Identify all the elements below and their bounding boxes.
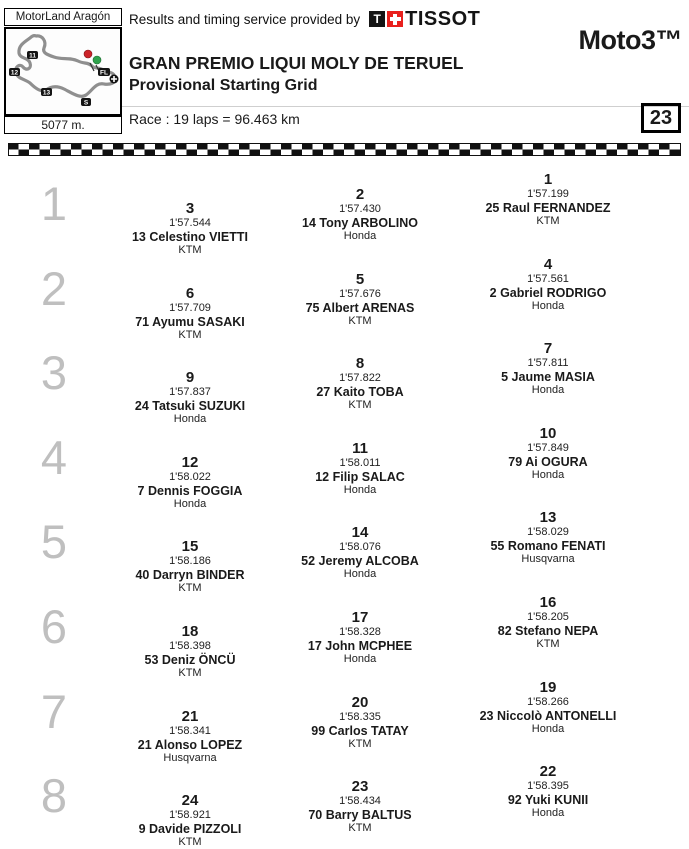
- bike-brand: Honda: [531, 723, 565, 735]
- grid-row: [0, 752, 689, 848]
- qualifying-time: 1'57.199: [527, 188, 569, 200]
- bike-brand: Husqvarna: [521, 553, 575, 565]
- tissot-wordmark: TISSOT: [405, 7, 481, 30]
- qualifying-time: 1'58.921: [169, 809, 211, 821]
- circuit-name: MotorLand Aragón: [15, 11, 111, 23]
- circuit-name-box: [4, 8, 122, 26]
- grid-row-number: 8: [40, 769, 68, 822]
- bike-brand: Honda: [173, 413, 207, 425]
- marker-start-label: S: [83, 99, 89, 107]
- bike-brand: KTM: [348, 399, 372, 411]
- bike-brand: Honda: [531, 469, 565, 481]
- position-number: 11: [352, 440, 368, 457]
- marker-13-label: 13: [42, 89, 51, 97]
- position-number: 17: [351, 609, 369, 626]
- red-light-icon: [84, 50, 92, 58]
- track-outline: [16, 36, 116, 97]
- grid-row: [0, 668, 689, 764]
- qualifying-time: 1'58.011: [339, 457, 381, 469]
- bike-brand: Husqvarna: [163, 752, 217, 764]
- grid-row-number: 1: [40, 177, 68, 230]
- position-number: 22: [539, 763, 557, 780]
- position-number: 3: [185, 200, 195, 217]
- position-number: 9: [185, 369, 195, 386]
- event-title: GRAN PREMIO LIQUI MOLY DE TERUEL: [129, 53, 464, 73]
- rider-name: 79 Ai OGURA: [508, 455, 588, 469]
- rider-name: 7 Dennis FOGGIA: [137, 484, 243, 498]
- position-number: 16: [539, 594, 557, 611]
- bike-brand: Honda: [343, 653, 377, 665]
- bike-brand: Honda: [531, 807, 565, 819]
- qualifying-time: 1'58.266: [527, 696, 569, 708]
- qualifying-time: 1'57.849: [527, 442, 569, 454]
- bike-brand: Honda: [531, 300, 565, 312]
- grid-row-number: 6: [40, 600, 68, 653]
- qualifying-time: 1'58.205: [527, 611, 569, 623]
- rider-name: 71 Ayumu SASAKI: [135, 315, 245, 329]
- provided-by-row: [129, 9, 480, 29]
- rider-name: 40 Darryn BINDER: [135, 568, 245, 582]
- rider-name: 82 Stefano NEPA: [497, 624, 599, 638]
- page-number-box: [641, 103, 681, 133]
- rider-name: 52 Jeremy ALCOBA: [301, 554, 419, 568]
- swiss-cross-icon: [387, 11, 403, 27]
- rider-name: 53 Deniz ÖNCÜ: [144, 653, 236, 667]
- position-number: 12: [181, 454, 199, 471]
- grid-row: [0, 329, 689, 425]
- bike-brand: Honda: [173, 498, 207, 510]
- rider-name: 17 John MCPHEE: [307, 639, 413, 653]
- rider-name: 25 Raul FERNANDEZ: [485, 201, 611, 215]
- track-length: 5077 m.: [41, 118, 85, 132]
- qualifying-time: 1'57.837: [169, 386, 211, 398]
- grid-row-number: 3: [40, 346, 68, 399]
- qualifying-time: 1'57.822: [339, 372, 381, 384]
- qualifying-time: 1'58.434: [339, 795, 381, 807]
- tissot-logo: [369, 8, 480, 31]
- grid-row-number: 7: [40, 685, 68, 738]
- bike-brand: KTM: [178, 244, 202, 256]
- track-length-box: [4, 116, 122, 134]
- position-number: 23: [351, 778, 369, 795]
- rider-name: 23 Niccolò ANTONELLI: [479, 709, 617, 723]
- bike-brand: Honda: [343, 568, 377, 580]
- qualifying-time: 1'57.430: [339, 203, 381, 215]
- grid-row-number: 5: [40, 515, 68, 568]
- position-number: 4: [543, 256, 553, 273]
- green-light-icon: [93, 56, 101, 64]
- checkered-flag-strip: [8, 143, 681, 156]
- position-number: 10: [539, 425, 557, 442]
- qualifying-time: 1'58.022: [169, 471, 211, 483]
- bike-brand: KTM: [178, 667, 202, 679]
- qualifying-time: 1'58.398: [169, 640, 211, 652]
- grid-row: [0, 160, 689, 256]
- track-map-icon: [6, 29, 120, 114]
- rider-name: 99 Carlos TATAY: [311, 724, 409, 738]
- plus-badge-icon: [110, 75, 119, 84]
- rider-name: 13 Celestino VIETTI: [131, 230, 248, 244]
- position-number: 24: [181, 792, 199, 809]
- qualifying-time: 1'58.186: [169, 555, 211, 567]
- qualifying-time: 1'58.076: [339, 541, 381, 553]
- grid-row-number: 4: [40, 431, 68, 484]
- position-number: 15: [181, 538, 199, 555]
- rider-name: 21 Alonso LOPEZ: [137, 738, 243, 752]
- qualifying-time: 1'58.335: [339, 711, 381, 723]
- position-number: 14: [351, 524, 369, 541]
- bike-brand: KTM: [348, 315, 372, 327]
- class-title: Moto3™: [578, 25, 682, 55]
- position-number: 20: [351, 694, 369, 711]
- starting-grid: [0, 160, 689, 848]
- qualifying-time: 1'57.561: [527, 273, 569, 285]
- qualifying-time: 1'57.709: [169, 302, 211, 314]
- rider-name: 14 Tony ARBOLINO: [302, 216, 418, 230]
- rider-name: 12 Filip SALAC: [315, 470, 405, 484]
- qualifying-time: 1'57.676: [339, 288, 381, 300]
- bike-brand: KTM: [348, 738, 372, 750]
- marker-12-label: 12: [10, 69, 19, 77]
- qualifying-time: 1'58.328: [339, 626, 381, 638]
- position-number: 13: [539, 509, 557, 526]
- position-number: 1: [543, 171, 553, 188]
- grid-row-number: 2: [40, 262, 68, 315]
- rider-name: 24 Tatsuki SUZUKI: [134, 399, 246, 413]
- track-map-box: [4, 27, 122, 116]
- bike-brand: Honda: [343, 230, 377, 242]
- bike-brand: Honda: [531, 384, 565, 396]
- position-number: 21: [181, 708, 199, 725]
- header-divider: [122, 106, 689, 107]
- rider-name: 9 Davide PIZZOLI: [138, 822, 242, 836]
- bike-brand: Honda: [343, 484, 377, 496]
- position-number: 7: [543, 340, 553, 357]
- bike-brand: KTM: [536, 215, 560, 227]
- grid-row: [0, 498, 689, 594]
- page-number: 23: [649, 107, 673, 129]
- rider-name: 75 Albert ARENAS: [305, 301, 415, 315]
- position-number: 8: [355, 355, 365, 372]
- grid-row: [0, 583, 689, 679]
- tissot-t-icon: T: [369, 11, 385, 27]
- rider-name: 5 Jaume MASIA: [501, 370, 595, 384]
- document-title: Provisional Starting Grid: [129, 77, 318, 94]
- position-number: 19: [539, 679, 557, 696]
- qualifying-time: 1'58.029: [527, 526, 569, 538]
- rider-name: 27 Kaito TOBA: [316, 385, 404, 399]
- position-number: 6: [185, 285, 195, 302]
- grid-row: [0, 245, 689, 341]
- rider-name: 92 Yuki KUNII: [507, 793, 589, 807]
- qualifying-time: 1'58.341: [169, 725, 211, 737]
- grid-slot: [76, 792, 304, 849]
- race-info: Race : 19 laps = 96.463 km: [129, 111, 300, 127]
- bike-brand: KTM: [348, 822, 372, 834]
- bike-brand: KTM: [178, 329, 202, 341]
- marker-fl-label: FL: [100, 69, 108, 77]
- provided-by-text: Results and timing service provided by: [129, 11, 361, 27]
- position-number: 2: [355, 186, 365, 203]
- rider-name: 55 Romano FENATI: [490, 539, 606, 553]
- qualifying-time: 1'57.544: [169, 217, 211, 229]
- marker-11-label: 11: [29, 52, 36, 60]
- position-number: 5: [355, 271, 365, 288]
- bike-brand: KTM: [536, 638, 560, 650]
- qualifying-time: 1'58.395: [527, 780, 569, 792]
- qualifying-time: 1'57.811: [527, 357, 569, 369]
- rider-name: 2 Gabriel RODRIGO: [489, 286, 607, 300]
- position-number: 18: [181, 623, 199, 640]
- grid-row: [0, 414, 689, 510]
- bike-brand: KTM: [178, 836, 202, 848]
- bike-brand: KTM: [178, 582, 202, 594]
- rider-name: 70 Barry BALTUS: [308, 808, 412, 822]
